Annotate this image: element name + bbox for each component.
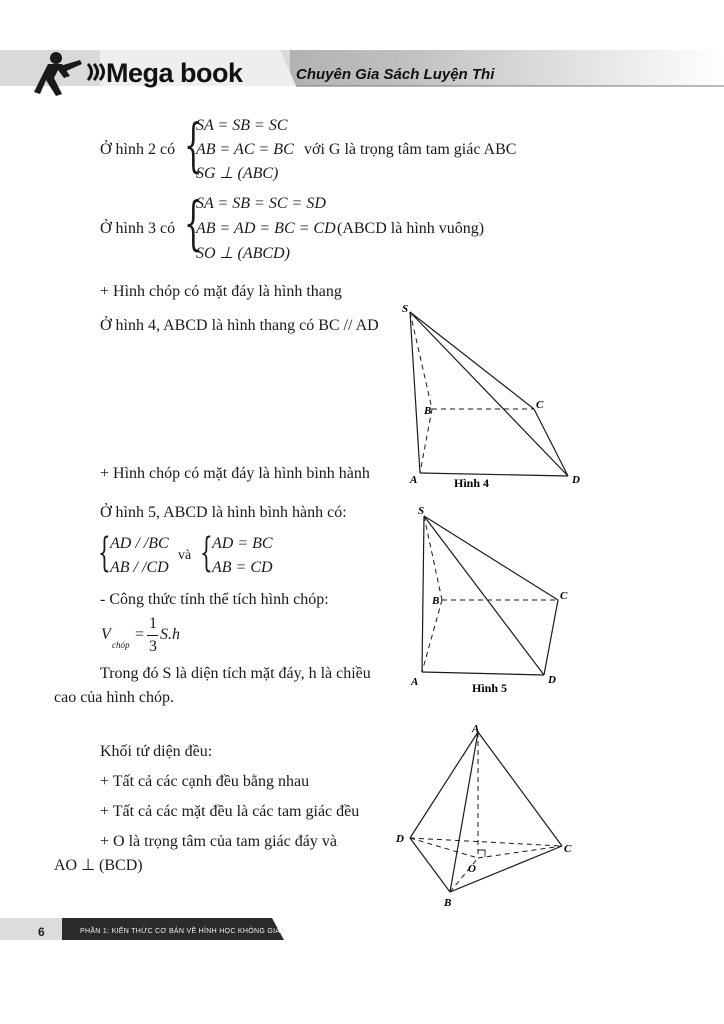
parallel-right2: AB = CD xyxy=(212,559,273,576)
parallel-right1: AD = BC xyxy=(212,535,273,552)
volume-lhs-sub: chóp xyxy=(112,640,130,650)
fig6-label-d: D xyxy=(396,833,404,845)
footer-chapter-title: PHẦN 1: KIẾN THỨC CƠ BẢN VỀ HÌNH HỌC KHÔNG GIAN xyxy=(80,928,286,935)
fig3-line2-text: (ABCD là hình vuông) xyxy=(337,220,485,237)
fig5-label-b: B xyxy=(432,595,440,607)
volume-equals: = xyxy=(135,626,145,643)
fig4-caption: Hình 4 xyxy=(454,476,490,490)
parallel-right-brace: { xyxy=(200,530,213,576)
tetra-item-3: + O là trọng tâm của tam giác đáy và xyxy=(100,833,337,850)
fig3-prefix: Ở hình 3 có xyxy=(100,220,176,237)
trapezoid-bullet: + Hình chóp có mặt đáy là hình thang xyxy=(100,283,342,300)
volume-lhs: V xyxy=(101,626,111,643)
volume-explain-2: cao của hình chóp. xyxy=(54,689,174,706)
brand-tagline: Chuyên Gia Sách Luyện Thi xyxy=(296,66,495,83)
figure-5-diagram xyxy=(408,502,578,700)
tetra-item-1: + Tất cả các cạnh đều bằng nhau xyxy=(100,773,310,790)
trapezoid-desc: Ở hình 4, ABCD là hình thang có BC // AD xyxy=(100,317,379,334)
volume-explain-1: Trong đó S là diện tích mặt đáy, h là chiều xyxy=(100,665,371,682)
tetra-title: Khối tứ diện đều: xyxy=(100,743,213,760)
figure-tetrahedron-diagram xyxy=(392,720,588,916)
right-angle-mark xyxy=(478,850,485,857)
fig2-line3: SG ⊥ (ABC) xyxy=(196,165,279,182)
tetra-item-2: + Tất cả các mặt đều là các tam giác đều xyxy=(100,803,360,820)
fig4-label-c: C xyxy=(536,399,544,411)
fig6-label-c: C xyxy=(564,843,572,855)
fig6-label-b: B xyxy=(444,897,452,909)
parallel-and: và xyxy=(178,548,192,563)
fig2-brace: { xyxy=(184,111,203,179)
fig4-label-a: A xyxy=(410,474,418,486)
fig6-label-o: O xyxy=(468,863,476,875)
fig4-label-d: D xyxy=(572,474,580,486)
parallel-left1: AD / /BC xyxy=(110,535,169,552)
fig3-line2-math: AB = AD = BC = CD xyxy=(196,220,336,237)
parallel-left2: AB / /CD xyxy=(110,559,169,576)
parallelogram-bullet: + Hình chóp có mặt đáy là hình bình hành xyxy=(100,465,370,482)
parallelogram-desc: Ở hình 5, ABCD là hình bình hành có: xyxy=(100,504,347,521)
tetra-item-4: AO ⊥ (BCD) xyxy=(54,857,143,874)
fig4-label-s: S xyxy=(402,303,409,315)
fig2-line2-text: với G là trọng tâm tam giác ABC xyxy=(304,141,517,158)
fig5-label-c: C xyxy=(560,590,568,602)
fig5-caption: Hình 5 xyxy=(472,681,508,695)
brand-name: Mega book xyxy=(106,58,243,88)
volume-fraction-bar xyxy=(147,635,158,636)
fig4-label-b: B xyxy=(424,405,432,417)
fig2-line1: SA = SB = SC xyxy=(196,117,288,134)
fig3-brace: { xyxy=(184,189,203,257)
fig5-label-a: A xyxy=(411,676,419,688)
fig3-line1: SA = SB = SC = SD xyxy=(196,195,326,212)
parallel-left-brace: { xyxy=(98,530,111,576)
fig6-label-a: A xyxy=(472,723,480,735)
volume-den: 3 xyxy=(149,638,157,655)
fig2-line2-math: AB = AC = BC xyxy=(196,141,294,158)
fig2-prefix: Ở hình 2 có xyxy=(100,141,176,158)
fig5-label-s: S xyxy=(418,505,425,517)
figure-4-diagram xyxy=(400,300,590,496)
volume-num: 1 xyxy=(149,615,157,632)
volume-title: - Công thức tính thể tích hình chóp: xyxy=(100,591,329,608)
page-number: 6 xyxy=(38,925,45,939)
volume-rhs: S.h xyxy=(160,626,180,643)
fig5-label-d: D xyxy=(548,674,556,686)
fig3-line3: SO ⊥ (ABCD) xyxy=(196,245,290,262)
